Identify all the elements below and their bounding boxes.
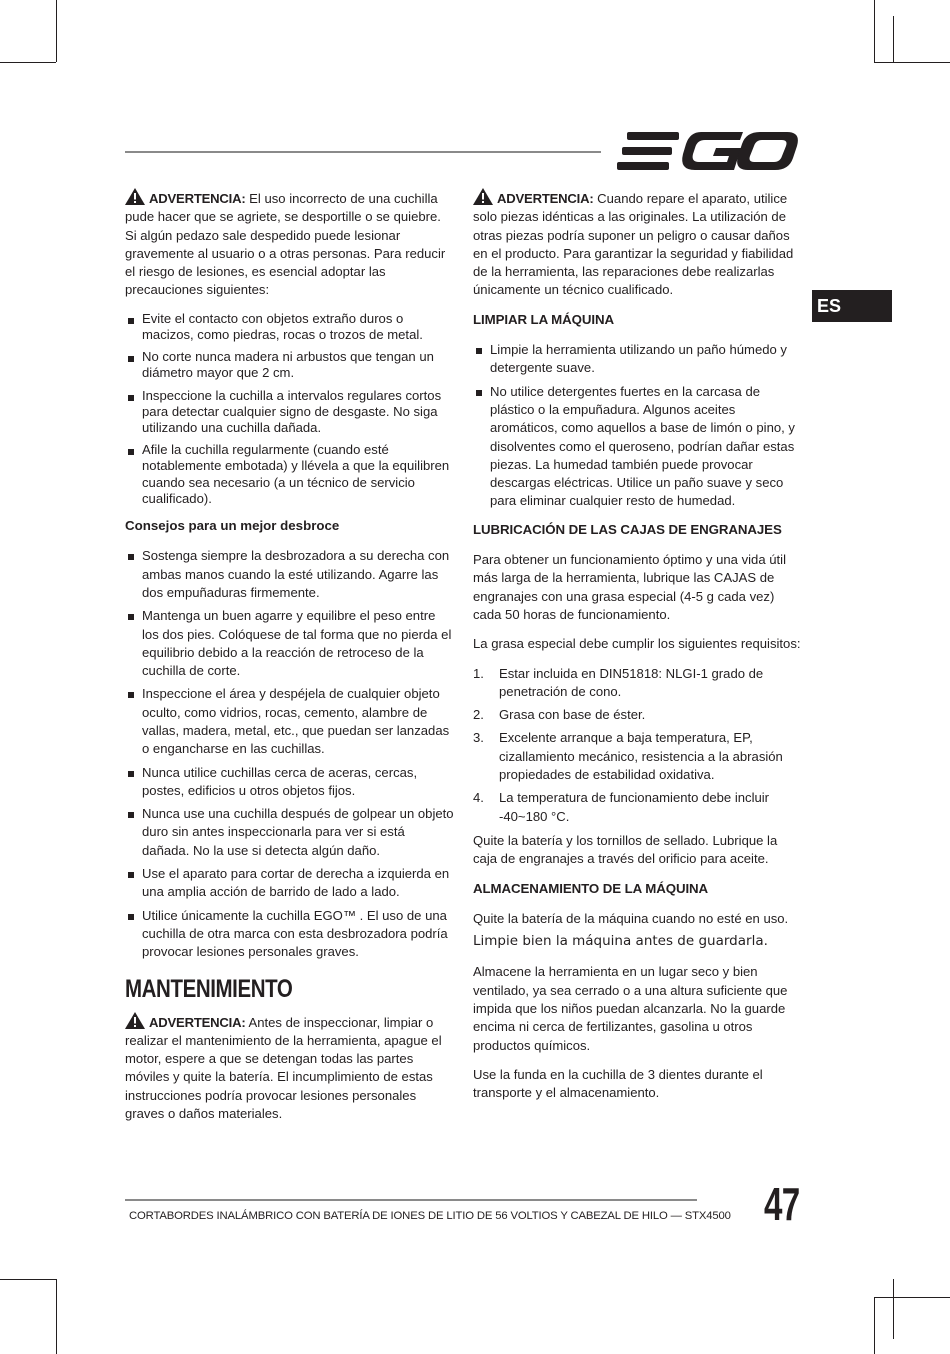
crop-mark [874,1297,875,1354]
crop-mark [0,62,56,63]
header-rule [125,151,601,153]
warning-triangle-icon [125,188,145,205]
list-item: Utilice únicamente la cuchilla EGO™ . El uso de una cuchilla de otra marca con esta desbrozadora podría provocar lesiones personales graves. [125,907,455,962]
warning-text: El uso incorrecto de una cuchilla pude hacer que se agriete, se desportille o se quiebre. Si algún pedazo sale despedido puede lesionar gravemente al usuario o a otras personas. Para reducir el riesgo de lesiones, es esencial adoptar las precauciones siguientes: [125,191,446,298]
storage-paragraph: Quite la batería de la máquina cuando no esté en uso. [473,910,789,926]
grease-requirements-intro: La grasa especial debe cumplir los siguientes requisitos: [473,636,801,652]
crop-mark [874,62,950,63]
crop-mark [56,1279,57,1354]
warning-label: ADVERTENCIA: [149,1014,246,1030]
lubrication-heading: LUBRICACIÓN DE LAS CAJAS DE ENGRANAJES [473,521,782,537]
warning-triangle-icon [473,188,493,205]
warning-triangle-icon [125,1012,145,1029]
list-item [473,789,803,826]
list-item: No utilice detergentes fuertes en la carcasa de plástico o la empuñadura. Algunos aceites aromáticos, como aquellos a base de limón o pino, y disolventes como el queroseno, podrían dañar estas piezas. La humedad también puede provocar descargas eléctricas. Utilice un paño suave y seco para eliminar cualquier resto de humedad. [473,383,803,511]
warning-label: ADVERTENCIA: [149,191,246,206]
warning-label: ADVERTENCIA: [497,191,594,206]
crop-mark [874,1297,950,1298]
list-item-text: La temperatura de funcionamiento debe incluir -40~180 °C. [499,790,770,824]
list-item-text: Excelente arranque a baja temperatura, EP, cizallamiento mecánico, resistencia a la abrasión propiedades de estabilidad oxidativa. [499,730,783,783]
lubrication-paragraph: Para obtener un funcionamiento óptimo y una vida útil más larga de la herramienta, lubrique las CAJAS de engranajes con una grasa especial (4-5 g cada vez) cada 50 horas de funcionamiento. [473,552,786,622]
clean-heading: LIMPIAR LA MÁQUINA [473,311,615,327]
crop-mark [0,1279,56,1280]
list-item [473,729,803,784]
warning-text: Cuando repare el aparato, utilice solo piezas idénticas a las originales. La utilización de otras piezas podría suponer un peligro o causar daños en el producto. Para garantizar la seguridad y fiabilidad de la herramienta, las reparaciones debe realizarlas únicamente un técnico cualificado. [473,191,794,298]
list-item: Inspeccione el área y despéjela de cualquier objeto oculto, como vidrios, rocas, cemento, alambre de vallas, madera, metal, etc., que puedan ser lanzadas o engancharse en las cuchillas. [125,685,455,758]
clean-list [473,341,803,511]
list-item [473,665,803,702]
blade-precautions-list [125,311,455,507]
list-item-text: Grasa con base de éster. [499,707,646,723]
list-number: 2. [473,707,484,723]
section-title: MANTENIMIENTO [125,974,293,1003]
warning-blade-paragraph [125,188,455,300]
warning-maintenance-paragraph [125,1012,455,1124]
list-item: No corte nunca madera ni arbustos que tengan un diámetro mayor que 2 cm. [125,349,455,381]
list-item: Limpie la herramienta utilizando un paño húmedo y detergente suave. [473,341,803,378]
page-number: 47 [764,1178,800,1230]
tips-heading: Consejos para un mejor desbroce [125,518,340,534]
lubrication-instructions: Quite la batería y los tornillos de sellado. Lubrique la caja de engranajes a través del orificio para aceite. [473,832,778,867]
crop-mark [893,16,894,62]
crop-mark [893,1279,894,1339]
storage-paragraph: Limpie bien la máquina antes de guardarla. [473,933,768,950]
ego-logo [617,130,799,172]
list-item: Sostenga siempre la desbrozadora a su derecha con ambas manos cuando la esté utilizando. Agarre las dos empuñaduras firmemente. [125,547,455,602]
list-number: 1. [473,665,484,681]
left-column [125,188,455,1134]
list-item-text: Estar incluida en DIN51818: NLGI-1 grado de penetración de cono. [499,665,764,699]
list-number: 3. [473,730,484,746]
language-tab: ES [812,290,892,322]
list-item: Mantenga un buen agarre y equilibre el peso entre los dos pies. Colóquese de tal forma que no pierda el equilibrio debido a la reacción de retroceso de la cuchilla de corte. [125,607,455,680]
storage-paragraph: Use la funda en la cuchilla de 3 dientes durante el transporte y el almacenamiento. [473,1066,763,1101]
list-item: Afile la cuchilla regularmente (cuando esté notablemente embotada) y llévela a que la equilibren cuando sea necesario (a un técnico de servicio cualificado). [125,442,455,507]
footer-rule [125,1199,697,1201]
warning-repair-paragraph [473,188,803,300]
list-item: Nunca use una cuchilla después de golpear un objeto duro sin antes inspeccionarla para ver si está dañada. No la use si detecta algún daño. [125,805,455,860]
crop-mark [874,0,875,62]
list-item [473,706,803,724]
grease-requirements-list [473,665,803,826]
list-item: Nunca utilice cuchillas cerca de aceras, cercas, postes, edificios u otros objetos fijos. [125,764,455,801]
list-item: Inspeccione la cuchilla a intervalos regulares cortos para detectar cualquier signo de desgaste. No siga utilizando una cuchilla dañada. [125,388,455,437]
warning-text: Antes de inspeccionar, limpiar o realizar el mantenimiento de la herramienta, apague el motor, espere a que se detengan todas las partes móviles y quite la batería. El incumplimiento de estas instrucciones podría provocar lesiones personales graves o daños materiales. [125,1014,442,1122]
storage-heading: ALMACENAMIENTO DE LA MÁQUINA [473,880,709,896]
list-item: Evite el contacto con objetos extraño duros o macizos, como piedras, rocas o trozos de metal. [125,311,455,343]
list-number: 4. [473,790,484,806]
storage-paragraph: Almacene la herramienta en un lugar seco y bien ventilado, ya sea cerrado o a una altura suficiente que impida que los niños puedan alcanzarla. No la guarde encima ni cerca de fertilizantes, gasolina u otros productos químicos. [473,964,788,1053]
right-column [473,188,803,1113]
list-item: Use el aparato para cortar de derecha a izquierda en una amplia acción de barrido de lado a lado. [125,865,455,902]
footer-product-title: CORTABORDES INALÁMBRICO CON BATERÍA DE IONES DE LITIO DE 56 VOLTIOS Y CABEZAL DE HILO — STX4500 [129,1210,731,1222]
crop-mark [56,0,57,62]
tips-list [125,547,455,961]
